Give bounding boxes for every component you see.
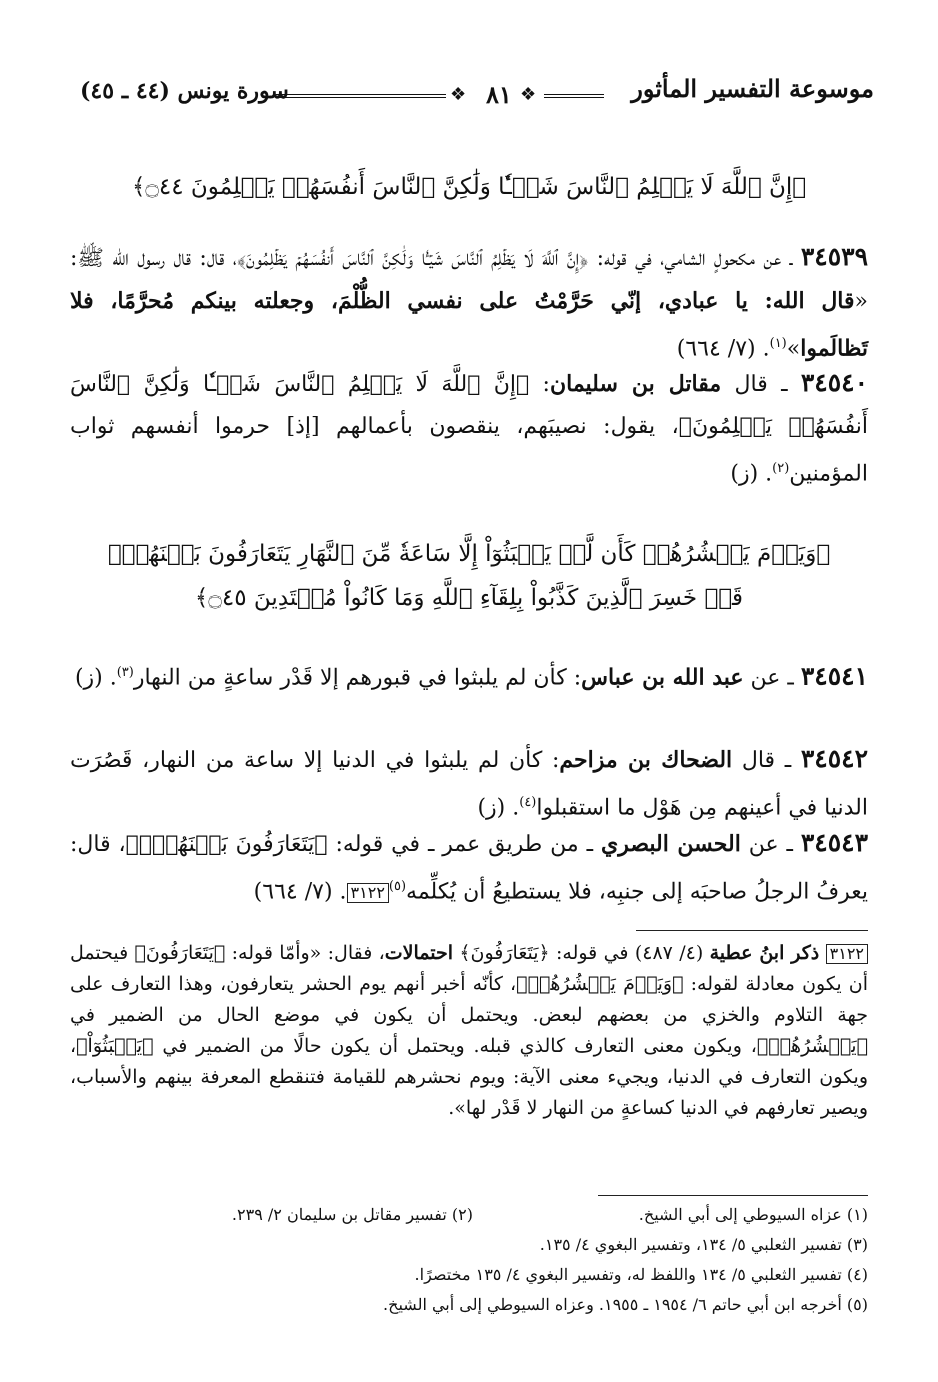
quran-verse-45-line2: قَدۡ خَسِرَ ٱلَّذِينَ كَذَّبُواْ بِلِقَآءِ ٱللَّهِ وَمَا كَانُواْ مُهۡتَدِينَ ۝٤٥﴾: [194, 585, 744, 611]
source-reference: . (٧/ ٦٦٤): [676, 336, 770, 362]
note-keyword: احتمالات: [384, 942, 454, 964]
note-text: (٤/ ٤٨٧) في قوله: ﴿يَتَعَارَفُونَ﴾: [453, 942, 710, 964]
narration-entry: [70, 738, 868, 829]
section-divider: [636, 930, 868, 931]
source-reference: . (ز): [730, 461, 773, 487]
narrator-name: مقاتل بن سليمان: [549, 371, 722, 397]
surah-label: سورة يونس (٤٤ ـ ٤٥): [80, 78, 289, 104]
footnote-divider: [598, 1195, 868, 1196]
footnote-marker: (٥): [388, 879, 407, 894]
entry-text: ، قال: قال رسول الله ﷺ: «: [70, 246, 868, 314]
footnote-marker: (٤): [519, 795, 537, 810]
entry-text: : كأن لم يلبثوا في قبورهم إلا قَدْر ساعةٍ من النهار: [133, 665, 582, 691]
quran-verse-45-line1: ﴿وَيَوۡمَ يَحۡشُرُهُمۡ كَأَن لَّمۡ يَلۡبَثُوٓاْ إِلَّا سَاعَةٗ مِّنَ ٱلنَّهَارِ يَتَعَارَفُونَ بَيۡنَهُمۡۚ: [107, 541, 831, 567]
footnote-1: (١) عزاه السيوطي إلى أبي الشيخ.: [638, 1205, 868, 1224]
source-reference: . (ز): [74, 665, 117, 691]
entry-number: ٣٤٥٤٠: [800, 368, 868, 397]
entry-text: »: [786, 336, 801, 362]
narration-entry: [70, 362, 868, 495]
cross-reference-badge: ٣١٢٢: [347, 883, 389, 903]
narrator-name: الحسن البصري: [600, 831, 741, 857]
running-header: [70, 72, 874, 112]
note-lead: ذكر ابنُ عطية: [709, 942, 820, 964]
entry-text: ـ قال: [721, 372, 801, 397]
entry-text: :: [529, 372, 550, 397]
entry-text: ﴿إِنَّ ٱللَّهَ لَا يَظۡلِمُ ٱلنَّاسَ شَيۡـٔٗا وَلَٰكِنَّ ٱلنَّاسَ أَنفُسَهُمۡ يَظۡلِمُونَ﴾: [236, 246, 589, 271]
entry-text: ، يقول: نصيبَهم، ينقصون بأعمالهم [إذ] حرموا أنفسهم ثواب المؤمنين: [70, 414, 868, 487]
page-number: ٨١: [486, 80, 512, 109]
ornament-icon: ❖: [520, 84, 537, 105]
quran-verse-44: ﴿إِنَّ ٱللَّهَ لَا يَظۡلِمُ ٱلنَّاسَ شَيۡـٔٗا وَلَٰكِنَّ ٱلنَّاسَ أَنفُسَهُمۡ يَظۡلِمُونَ ۝٤٤﴾: [131, 174, 807, 200]
footnote-5: (٥) أخرجه ابن أبي حاتم ٦/ ١٩٥٤ ـ ١٩٥٥. وعزاه السيوطي إلى أبي الشيخ.: [383, 1295, 868, 1314]
header-rule-left: [276, 94, 446, 98]
footnote-marker: (٣): [116, 665, 134, 680]
footnote-marker: (١): [769, 336, 787, 351]
entry-number: ٣٤٥٣٩: [800, 242, 868, 271]
entry-text: ـ عن مكحولٍ الشامي، في قوله:: [588, 246, 801, 271]
source-reference: . (٧/ ٦٦٤): [253, 879, 347, 905]
narrator-name: عبد الله بن عباس: [581, 664, 744, 691]
narration-entry: [70, 822, 868, 913]
entry-text: : كأن لم يلبثوا في الدنيا إلا ساعة من النهار، قَصُرَت الدنيا في أعينهم مِن هَوْل ما استقبلوا: [70, 748, 868, 821]
entry-number: ٣٤٥٤٣: [800, 828, 868, 857]
narration-entry: [70, 652, 868, 699]
footnote-4: (٤) تفسير الثعلبي ٥/ ١٣٤ واللفظ له، وتفسير البغوي ٤/ ١٣٥ مختصرًا.: [414, 1265, 868, 1284]
footnote-marker: (٢): [772, 461, 790, 476]
footnotes: [70, 1200, 868, 1320]
narrator-name: قال الله: يا عبادي، إنّي حَرَّمْتُ على نفسي الظُّلْمَ، وجعلته بينكم مُحرَّمًا، فلا تَظالَموا: [70, 288, 868, 362]
tafsir-note: [70, 938, 868, 1124]
source-reference: . (ز): [477, 795, 520, 821]
footnote-3: (٣) تفسير الثعلبي ٥/ ١٣٤، وتفسير البغوي ٤/ ١٣٥.: [539, 1235, 868, 1254]
cross-reference-badge: ٣١٢٢: [826, 944, 868, 964]
narrator-name: الضحاك بن مزاحم: [559, 747, 733, 773]
entry-text: ﴿يَتَعَارَفُونَ بَيۡنَهُمۡۚ﴾: [125, 832, 328, 857]
header-rule-right: [544, 94, 604, 98]
entry-number: ٣٤٥٤١: [800, 661, 868, 691]
entry-text: ـ من طريق عمر ـ في قوله:: [327, 832, 601, 857]
entry-number: ٣٤٥٤٢: [800, 744, 868, 773]
note-text: ، فقال: «وأمّا قوله: ﴿يَتَعَارَفُونَ﴾ فيحتمل أن يكون معادلة لقوله: ﴿وَيَوۡمَ يَحۡشُرُهُمۡ﴾، كأنّه أخبر أنهم يوم الحشر يتعارفون، وهذا التعارف على جهة التلاوم والخزي من بعضهم لبعض. ويحتمل أن يكون في موضع الحال من الضمير في ﴿يَحۡشُرُهُمۡ﴾، ويكون معنى التعارف كالذي قبله. ويحتمل أن يكون حالًا من الضمير في ﴿يَلۡبَثُوٓاْ﴾، ويكون التعارف في الدنيا، ويجيء معنى الآية: ويوم نحشرهم للقيامة فتنقطع المعرفة بينهم والأسباب، ويصير تعارفهم في الدنيا كساعةٍ من النهار لا قَدْر لها».: [70, 942, 868, 1119]
entry-text: ـ عن: [743, 665, 801, 691]
entry-text: ﴿إِنَّ ٱللَّهَ لَا يَظۡلِمُ ٱلنَّاسَ شَيۡـٔٗا وَلَٰكِنَّ ٱلنَّاسَ أَنفُسَهُمۡ يَظۡلِمُونَ﴾: [70, 372, 869, 439]
entry-text: ـ قال: [732, 748, 801, 773]
ornament-icon: ❖: [450, 84, 467, 105]
narration-entry: [70, 236, 868, 370]
footnote-row: [70, 1200, 868, 1230]
footnote-2: (٢) تفسير مقاتل بن سليمان ٢/ ٢٣٩.: [231, 1205, 473, 1224]
entry-text: ـ عن: [740, 832, 801, 857]
entry-text: ، قال: يعرفُ الرجلُ صاحبَه إلى جنبِه، فلا يستطيعُ أن يُكلِّمه: [70, 832, 868, 905]
book-title: موسوعة التفسير المأثور: [631, 74, 874, 103]
